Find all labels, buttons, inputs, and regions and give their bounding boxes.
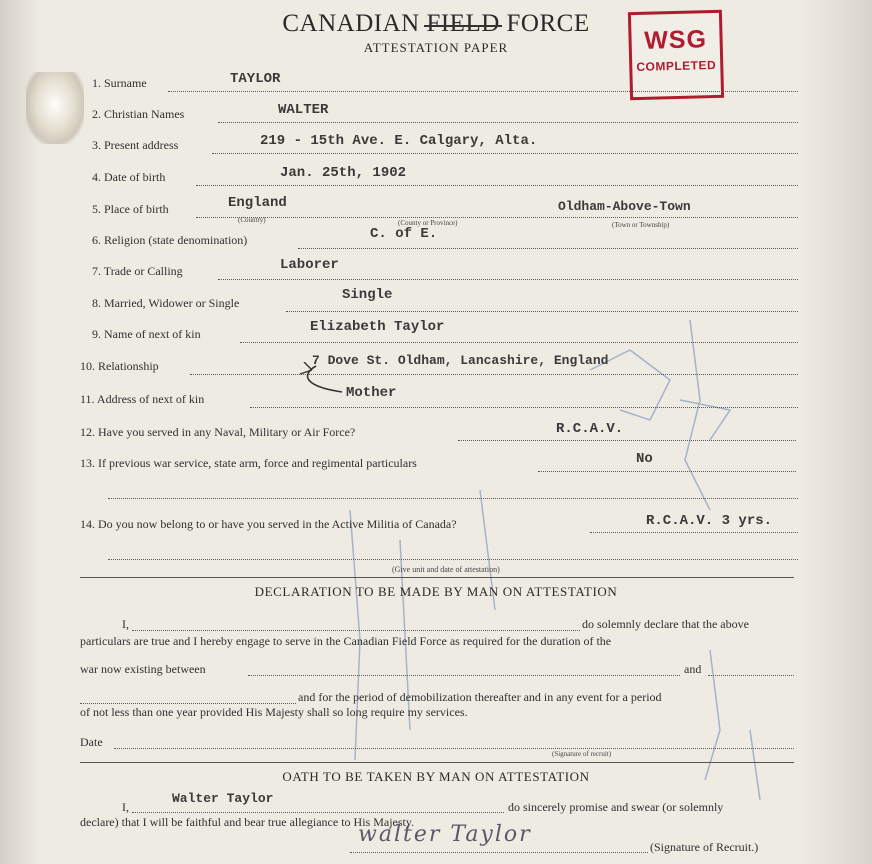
declaration-line1-end: do solemnly declare that the above xyxy=(582,617,749,631)
stamp-line2: COMPLETED xyxy=(636,57,717,75)
answer-active-militia: R.C.A.V. 3 yrs. xyxy=(646,513,773,529)
answer-date-of-birth: Jan. 25th, 1902 xyxy=(280,165,407,181)
question-label-7: Trade or Calling xyxy=(103,264,183,278)
oath-heading: OATH TO BE TAKEN BY MAN ON ATTESTATION xyxy=(282,769,590,784)
question-label-3: Present address xyxy=(104,138,179,152)
stamp-line1: WSG xyxy=(643,25,708,55)
declaration-heading: DECLARATION TO BE MADE BY MAN ON ATTESTATION xyxy=(254,584,618,599)
answer-marital-status: Single xyxy=(342,287,393,303)
answer-christian-names: WALTER xyxy=(278,102,329,118)
question-label-2: Christian Names xyxy=(104,107,185,121)
section-divider-1 xyxy=(80,577,794,578)
oath-i: I, xyxy=(122,800,129,814)
answer-relationship-line: 7 Dove St. Oldham, Lancashire, England xyxy=(312,353,609,368)
blue-bleedthrough-stamp xyxy=(330,310,810,810)
oath-line1-end: do sincerely promise and swear (or solemnly xyxy=(508,800,724,814)
caption-signature-recruit: (Signature of recruit) xyxy=(552,750,612,758)
question-label-4: Date of birth xyxy=(104,170,166,184)
oath-line2: declare) that I will be faithful and bear true allegiance to His Majesty. xyxy=(80,815,415,829)
answer-war-service: No xyxy=(636,451,653,467)
right-edge-shadow xyxy=(802,0,872,864)
answer-religion: C. of E. xyxy=(370,226,438,242)
question-label-5: Place of birth xyxy=(104,202,169,216)
declaration-date-label: Date xyxy=(80,735,103,749)
caption-town: (Town or Township) xyxy=(612,221,670,229)
answer-birth-town: Oldham-Above-Town xyxy=(558,199,691,214)
question-label-8: Married, Widower or Single xyxy=(104,296,240,310)
question-label-11: Address of next of kin xyxy=(96,392,205,406)
question-label-9: Name of next of kin xyxy=(104,327,201,341)
paper-stain xyxy=(26,72,84,144)
question-label-12: Have you served in any Naval, Military or Air Force? xyxy=(98,425,356,439)
attestation-paper: CANADIAN FIELD FORCE ATTESTATION PAPER WSG COMPLETED 1. Surname TAYLOR 2. Christian Names WALTER 3. Present address 219 - 15th Ave. E. Calgary, Alta. 4. Date of birth Jan. 25th, 1902 5. Place of birth England Oldham-Above-Town (Country) (County or Province) (Town or Township) 6. Religion (state denomination) C. of E. 7. Trade or Calling Laborer 8. Married, Widower or Single Single 9. Name of next of kin Elizabeth Taylor 10. Relationship 7 Dove St. Oldham, Lancashire, England 11. Address of next of kin Mother 12. Have you served in any Naval, Military or Air Force? R.C.A.V. 13. If previous war service, state arm, force and regimental particulars No 14. Do you now belong to or have you served in the Active Militia of Canada? R.C.A.V. 3 yrs. (Give unit and date of attestation) DECLARATION TO BE MADE BY MAN ON ATTESTATION I, do solemnly declare that the above particulars are true and I hereby engage to serve in the Canadian Field Force as required for the duration of the war now existing between and and for the period of demobilization thereafter and in any event for a period of not less than one year provided His Majesty shall so long require my services. Date (Signature of recruit) OATH TO BE TAKEN BY MAN ON ATTESTATION I, Walter Taylor do sincerely promise and swear (or solemnly declare) that I will be faithful and bear true allegiance to His Majesty. walter Taylor (Signature of Recruit.) xyxy=(0,0,872,864)
title-word-field-struck: FIELD xyxy=(426,10,500,37)
title-word-force: FORCE xyxy=(506,10,590,37)
declaration-line5: of not less than one year provided His Majesty shall so long require my services. xyxy=(80,705,468,719)
recruit-signature: walter Taylor xyxy=(358,822,532,847)
correction-arrow-icon xyxy=(292,362,352,398)
answer-trade: Laborer xyxy=(280,257,339,273)
question-label-1: Surname xyxy=(104,76,147,90)
question-label-13: If previous war service, state arm, force and regimental particulars xyxy=(98,456,417,470)
oath-signature-label: (Signature of Recruit.) xyxy=(650,840,759,854)
caption-county: (County or Province) xyxy=(398,219,458,227)
answer-surname: TAYLOR xyxy=(230,71,281,87)
answer-present-address: 219 - 15th Ave. E. Calgary, Alta. xyxy=(260,133,538,149)
section-divider-2 xyxy=(80,762,794,763)
wsg-completed-stamp xyxy=(628,10,724,100)
answer-prior-service: R.C.A.V. xyxy=(556,421,624,437)
declaration-i: I, xyxy=(122,617,129,631)
answer-mother: Mother xyxy=(346,385,397,401)
question-label-14: Do you now belong to or have you served in the Active Militia of Canada? xyxy=(98,517,457,531)
caption-give-unit: (Give unit and date of attestation) xyxy=(392,565,500,574)
caption-country: (Country) xyxy=(238,216,266,224)
oath-recruit-name: Walter Taylor xyxy=(172,791,274,806)
declaration-line2: particulars are true and I hereby engage to serve in the Canadian Field Force as required for the duration of the xyxy=(80,634,612,648)
answer-next-of-kin: Elizabeth Taylor xyxy=(310,319,445,335)
title-word-canadian: CANADIAN xyxy=(282,10,420,37)
declaration-line3-start: war now existing between xyxy=(80,662,206,676)
declaration-line3-and: and xyxy=(684,662,702,676)
form-subtitle: ATTESTATION PAPER xyxy=(363,40,509,55)
question-label-10: Relationship xyxy=(98,359,159,373)
question-label-6: Religion (state denomination) xyxy=(104,233,248,247)
declaration-line4: and for the period of demobilization thereafter and in any event for a period xyxy=(298,690,662,704)
form-title xyxy=(0,10,872,56)
answer-birth-country: England xyxy=(228,195,287,211)
